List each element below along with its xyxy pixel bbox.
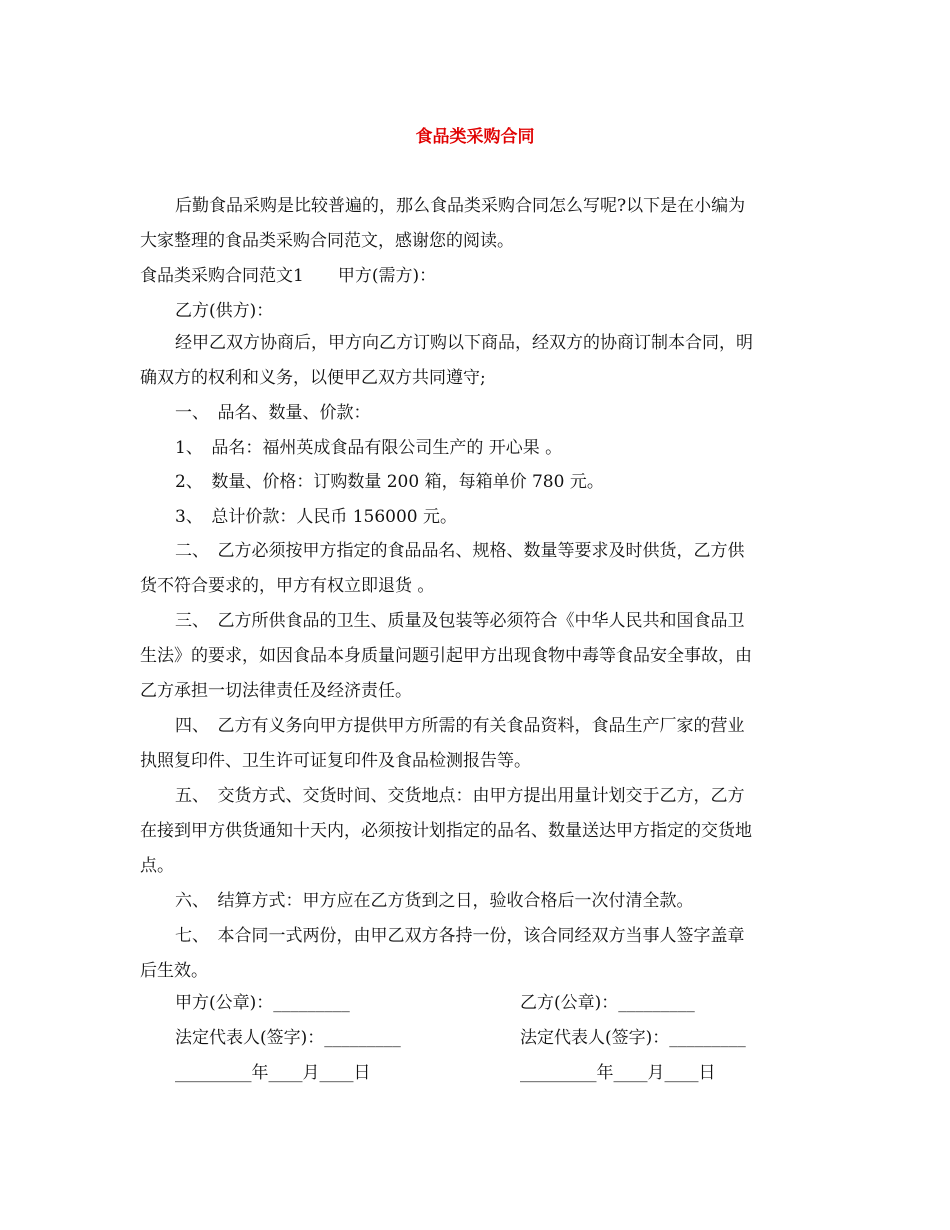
section-1-item-2: 2、 数量、价格：订购数量 200 箱，每箱单价 780 元。: [175, 472, 604, 492]
party-a-seal: 甲方(公章)：_________: [175, 993, 350, 1013]
heading-line: 食品类采购合同范文1 甲方(需方)：: [140, 266, 437, 286]
section-1-item-3: 3、 总计价款：人民币 156000 元。: [175, 507, 458, 527]
party-b-line: 乙方(供方)：: [175, 301, 274, 321]
section-5-line-3: 点。: [140, 856, 174, 876]
section-1-item-1: 1、 品名：福州英成食品有限公司生产的 开心果 。: [175, 438, 563, 458]
preamble-line-2: 确双方的权利和义务，以便甲乙双方共同遵守;: [140, 368, 486, 388]
section-4-line-2: 执照复印件、卫生许可证复印件及食品检测报告等。: [140, 751, 531, 771]
party-a-representative: 法定代表人(签字)：_________: [175, 1028, 401, 1048]
section-2-line-1: 二、 乙方必须按甲方指定的食品品名、规格、数量等要求及时供货，乙方供: [175, 541, 745, 561]
section-3-line-2: 生法》的要求，如因食品本身质量问题引起甲方出现食物中毒等食品安全事故，由: [140, 646, 752, 666]
document-title: 食品类采购合同: [415, 127, 535, 147]
section-7-line-1: 七、 本合同一式两份，由甲乙双方各持一份，该合同经双方当事人签字盖章: [175, 926, 745, 946]
section-7-line-2: 后生效。: [140, 961, 208, 981]
section-5-line-1: 五、 交货方式、交货时间、交货地点：由甲方提出用量计划交于乙方，乙方: [175, 786, 745, 806]
section-6-line: 六、 结算方式：甲方应在乙方货到之日，验收合格后一次付清全款。: [175, 891, 694, 911]
party-a-date: _________年____月____日: [175, 1063, 371, 1083]
section-5-line-2: 在接到甲方供货通知十天内，必须按计划指定的品名、数量送达甲方指定的交货地: [140, 821, 752, 841]
section-2-line-2: 货不符合要求的，甲方有权立即退货 。: [140, 576, 435, 596]
preamble-line-1: 经甲乙双方协商后，甲方向乙方订购以下商品，经双方的协商订制本合同，明: [175, 333, 753, 353]
intro-line-1: 后勤食品采购是比较普遍的，那么食品类采购合同怎么写呢?以下是在小编为: [175, 196, 746, 216]
intro-line-2: 大家整理的食品类采购合同范文，感谢您的阅读。: [140, 231, 514, 251]
section-1-heading: 一、 品名、数量、价款：: [175, 403, 371, 423]
party-b-date: _________年____月____日: [520, 1063, 716, 1083]
section-3-line-1: 三、 乙方所供食品的卫生、质量及包装等必须符合《中华人民共和国食品卫: [175, 611, 745, 631]
section-4-line-1: 四、 乙方有义务向甲方提供甲方所需的有关食品资料，食品生产厂家的营业: [175, 716, 745, 736]
section-3-line-3: 乙方承担一切法律责任及经济责任。: [140, 681, 412, 701]
party-b-representative: 法定代表人(签字)：_________: [520, 1028, 746, 1048]
party-b-seal: 乙方(公章)：_________: [520, 993, 695, 1013]
